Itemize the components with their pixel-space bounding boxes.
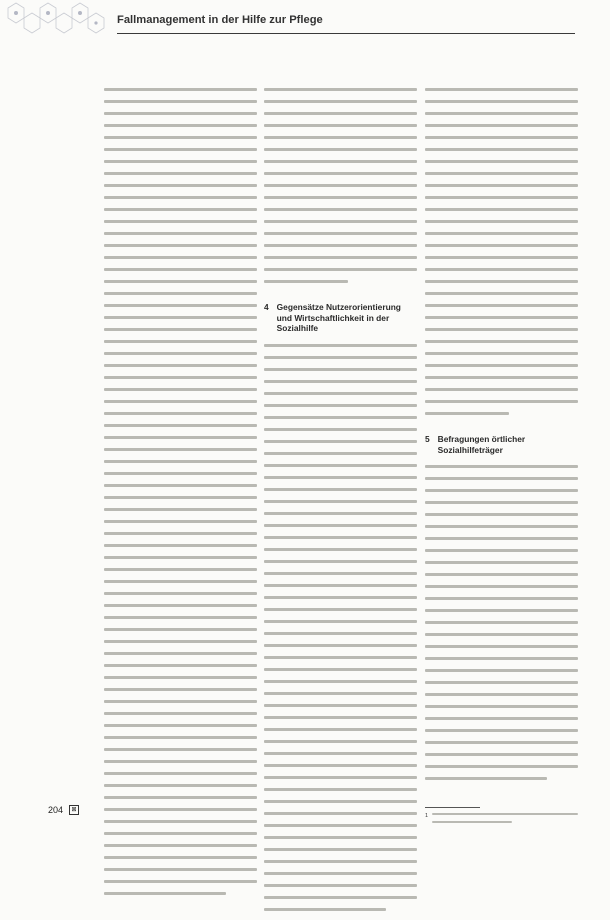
section-heading-5	[425, 434, 578, 455]
section-number: 4	[264, 302, 269, 312]
text-column-middle	[264, 88, 417, 920]
section-heading-4	[264, 302, 417, 334]
footnote	[425, 813, 578, 829]
folio	[48, 805, 79, 815]
hexagon-pattern-decoration	[0, 0, 112, 42]
header-rule	[117, 33, 575, 34]
footnote-marker: 1	[425, 813, 429, 819]
footnote-rule	[425, 807, 480, 808]
text-column-right	[425, 88, 578, 829]
running-head: Fallmanagement in der Hilfe zur Pflege	[117, 14, 323, 26]
text-column-left	[104, 88, 257, 904]
section-number: 5	[425, 434, 430, 444]
section-title: Gegensätze Nutzerorientierung und Wirtschaftlichkeit in der Sozialhilfe	[276, 302, 401, 333]
page-number: 204	[48, 805, 64, 815]
publisher-mark-icon: ⊠	[69, 805, 79, 815]
section-title: Befragungen örtlicher Sozialhilfeträger	[437, 434, 526, 455]
